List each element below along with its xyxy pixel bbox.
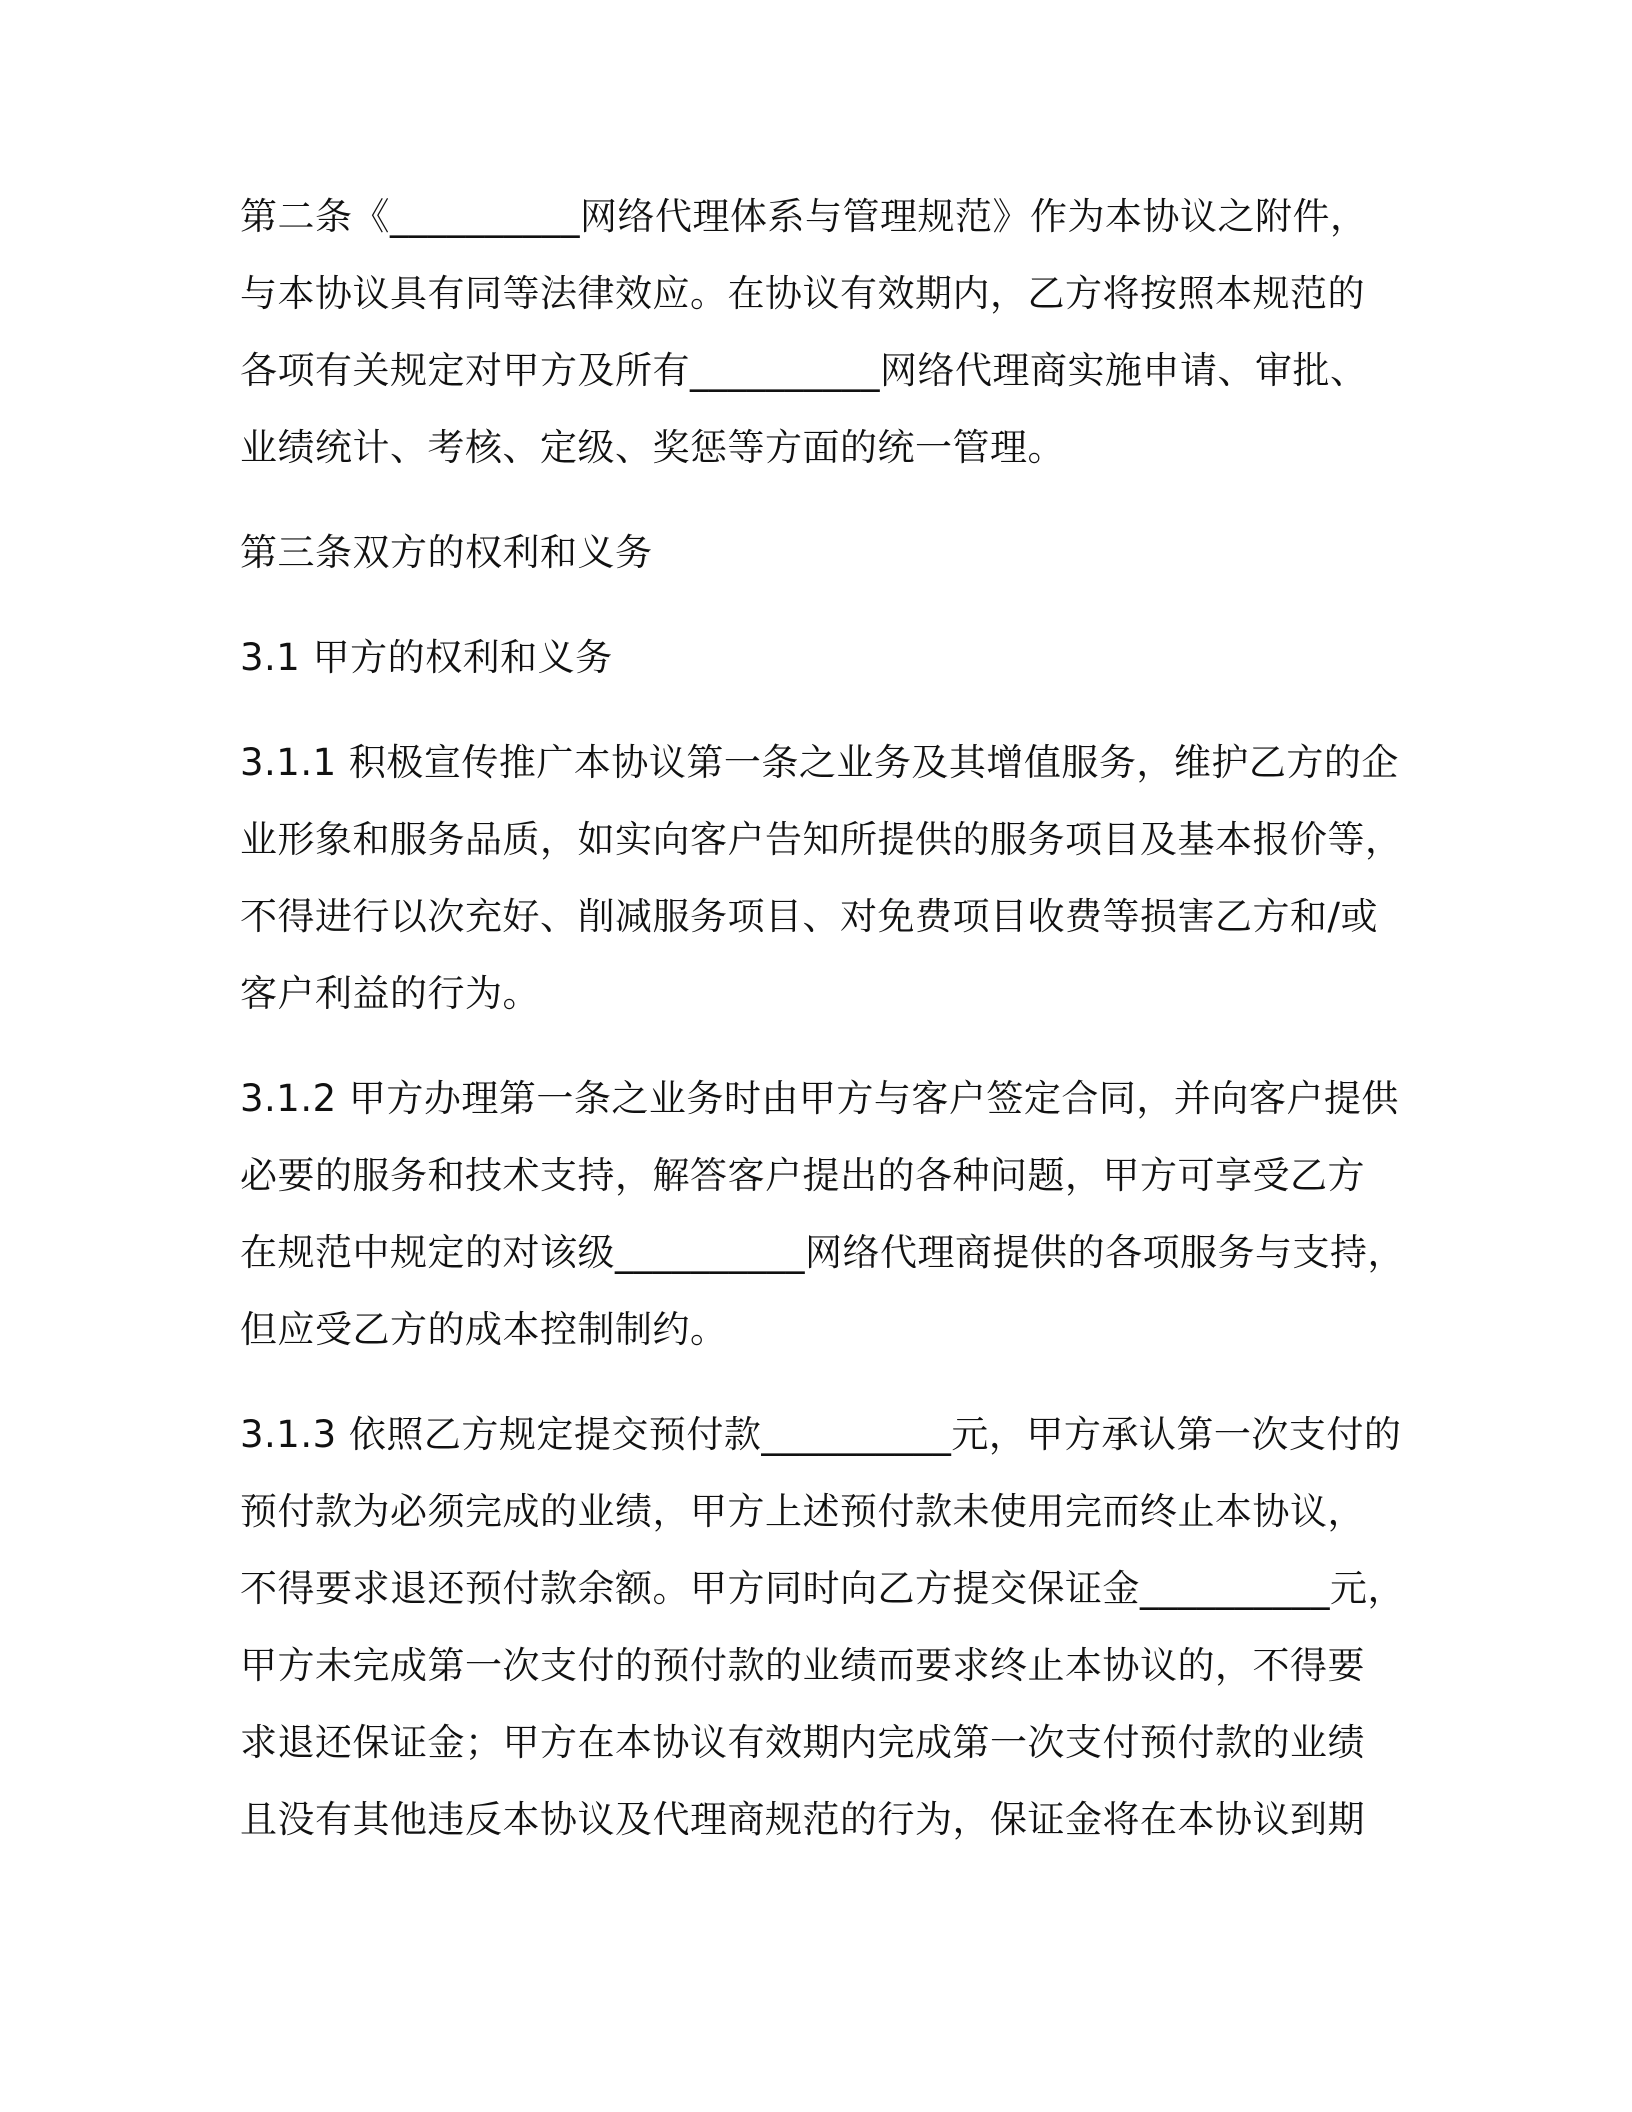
text-line: 必要的服务和技术支持，解答客户提出的各种问题，甲方可享受乙方 xyxy=(240,1154,1365,1197)
text-line: 不得要求退还预付款余额。甲方同时向乙方提交保证金__________元， xyxy=(240,1567,1405,1610)
text-line: 第三条双方的权利和义务 xyxy=(240,531,653,574)
text-line: 求退还保证金；甲方在本协议有效期内完成第一次支付预付款的业绩 xyxy=(240,1721,1365,1764)
text-line: 预付款为必须完成的业绩，甲方上述预付款未使用完而终止本协议， xyxy=(240,1490,1365,1533)
article-3-heading xyxy=(240,514,1380,591)
text-line: 3.1.3 依照乙方规定提交预付款__________元，甲方承认第一次支付的 xyxy=(240,1413,1402,1456)
text-line: 客户利益的行为。 xyxy=(240,972,540,1015)
article-2-paragraph xyxy=(240,178,1380,486)
clause-3-1-3-paragraph xyxy=(240,1396,1405,1858)
text-line: 不得进行以次充好、削减服务项目、对免费项目收费等损害乙方和/或 xyxy=(240,895,1378,938)
text-line: 但应受乙方的成本控制制约。 xyxy=(240,1308,728,1351)
clause-3-1-1-paragraph xyxy=(240,724,1403,1032)
text-line: 3.1.2 甲方办理第一条之业务时由甲方与客户签定合同，并向客户提供 xyxy=(240,1077,1399,1120)
text-line: 且没有其他违反本协议及代理商规范的行为，保证金将在本协议到期 xyxy=(240,1798,1365,1841)
text-line: 3.1 甲方的权利和义务 xyxy=(240,636,613,679)
clause-3-1-2-paragraph xyxy=(240,1060,1405,1368)
text-line: 业绩统计、考核、定级、奖惩等方面的统一管理。 xyxy=(240,426,1065,469)
text-line: 甲方未完成第一次支付的预付款的业绩而要求终止本协议的，不得要 xyxy=(240,1644,1365,1687)
text-line: 在规范中规定的对该级__________网络代理商提供的各项服务与支持， xyxy=(240,1231,1405,1274)
text-line: 3.1.1 积极宣传推广本协议第一条之业务及其增值服务，维护乙方的企 xyxy=(240,741,1399,784)
document-body xyxy=(240,178,1405,1886)
section-3-1-heading xyxy=(240,619,1380,696)
text-line: 与本协议具有同等法律效应。在协议有效期内，乙方将按照本规范的 xyxy=(240,272,1365,315)
text-line: 业形象和服务品质，如实向客户告知所提供的服务项目及基本报价等， xyxy=(240,818,1403,861)
text-line: 第二条《__________网络代理体系与管理规范》作为本协议之附件， xyxy=(240,195,1368,238)
text-line: 各项有关规定对甲方及所有__________网络代理商实施申请、审批、 xyxy=(240,349,1368,392)
